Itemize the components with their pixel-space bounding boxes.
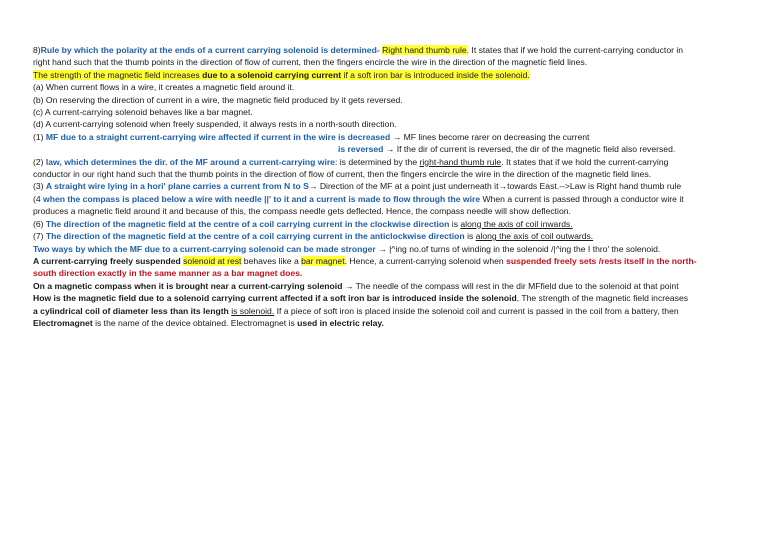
text-segment: On a magnetic compass when it is brought near a current-carrying solenoid: [33, 280, 343, 291]
text-segment: produces a magnetic field around it and because of this, the compass needle gets deflected. Hence, the compass needle will show deflection.: [33, 206, 571, 217]
text-line: [33, 305, 733, 317]
text-segment: The direction of the magnetic field at the centre of a coil carrying current in the anticlockwise direction: [45, 231, 465, 242]
text-segment: conductor in our right hand such that the thumb points in the direction of flow of current, then the fingers encircle the wire in the direction of the magnetic field lines.: [33, 169, 652, 180]
text-segment: , The strength of the magnetic field increases: [516, 293, 689, 304]
text-line: [33, 118, 733, 130]
text-line: [33, 94, 733, 106]
text-line: [33, 180, 733, 192]
text-segment: right hand such that the thumb points in the direction of flow of current, then the fingers encircle the wire in the direction of the magnetic field lines.: [33, 57, 588, 68]
text-segment: suspended freely sets /rests itself in the north-: [506, 255, 697, 266]
text-line: [33, 156, 733, 168]
text-segment: along the axis of coil inwards.: [460, 218, 573, 229]
text-segment: when the compass is placed below a wire with needle ||' to it and a current is made to flow through the wire: [43, 193, 481, 204]
text-segment: Rule by which the polarity at the ends of a current carrying solenoid is determined-: [40, 45, 380, 55]
text-line: [33, 131, 733, 143]
text-segment: is the name of the device obtained. Electromagnet is: [92, 317, 298, 328]
text-segment: a cylindrical coil of diameter less than its length: [33, 305, 229, 316]
text-segment: → Direction of the MF at a point just underneath it→towards East.-->Law is Right hand thumb rule: [308, 181, 682, 192]
text-line: [33, 317, 733, 329]
text-segment: (7): [33, 231, 46, 242]
text-segment: south direction exactly in the same manner as a bar magnet does.: [33, 268, 303, 279]
text-line: [33, 292, 733, 304]
text-segment: The strength of the magnetic field increases: [33, 69, 203, 80]
text-segment: Two ways by which the MF due to a current-carrying solenoid can be made stronger: [33, 243, 376, 254]
text-segment: solenoid at rest: [183, 255, 242, 266]
text-segment: When a current is passed through a conductor wire it: [480, 193, 684, 204]
text-segment: . Hence, a current-carrying solenoid when: [344, 255, 507, 266]
text-segment: (a) When current flows in a wire, it creates a magnetic field around it.: [33, 82, 295, 93]
text-segment: behaves like a: [241, 255, 302, 266]
text-segment: is: [449, 218, 461, 229]
text-line: [33, 168, 733, 180]
text-segment: (b) On reserving the direction of current in a wire, the magnetic field produced by it gets reversed.: [33, 94, 403, 105]
text-line: [33, 280, 733, 292]
text-segment: : is determined by the: [334, 156, 420, 167]
text-line: [33, 81, 733, 93]
text-segment: (4: [33, 193, 44, 204]
text-segment: if a soft iron bar is introduced inside the solenoid.: [341, 69, 530, 80]
text-segment: Right hand thumb rule: [382, 45, 467, 55]
text-line: [33, 243, 733, 255]
text-line: [33, 230, 733, 242]
text-segment: MF due to a straight current-carrying wire affected if current in the wire is decreased: [45, 131, 391, 142]
text-segment: (2): [33, 156, 46, 167]
text-line: [33, 205, 733, 217]
text-segment: (3): [33, 181, 46, 192]
text-line: [33, 143, 733, 155]
text-segment: If a piece of soft iron is placed inside the solenoid coil and current is passed in the coil from a battery, then: [274, 305, 679, 316]
text-line: [33, 56, 733, 68]
text-segment: → The needle of the compass will rest in the dir MFfield due to the solenoid at that point: [342, 280, 679, 291]
text-segment: A straight wire lying in a hori' plane carries a current from N to S: [45, 181, 309, 192]
text-segment: How is the magnetic field due to a solenoid carrying current affected if a soft iron bar is introduced inside the solenoid: [33, 293, 517, 304]
text-segment: along the axis of coil outwards.: [475, 231, 594, 242]
text-segment: (c) A current-carrying solenoid behaves like a bar magnet.: [33, 107, 253, 118]
text-segment: (6): [33, 218, 46, 229]
text-segment: (1): [33, 131, 46, 142]
document-body: [33, 44, 733, 329]
text-line: [33, 255, 733, 267]
text-segment: The direction of the magnetic field at the centre of a coil carrying current in the clockwise direction: [45, 218, 450, 229]
text-segment: . It states that if we hold the current-carrying conductor in: [466, 45, 684, 55]
text-line: [33, 218, 733, 230]
text-segment: A current-carrying freely suspended: [33, 255, 184, 266]
text-segment: used in electric relay.: [297, 317, 384, 328]
text-segment: → MF lines become rarer on decreasing the current: [390, 131, 590, 142]
text-segment: is: [464, 231, 476, 242]
text-line: [33, 69, 733, 81]
text-line: [33, 44, 733, 56]
text-line: [33, 193, 733, 205]
text-segment: → |^ing no.of turns of winding in the solenoid /|^ing the I thro' the solenoid.: [375, 243, 661, 254]
text-segment: → If the dir of current is reversed, the dir of the magnetic field also reversed.: [383, 144, 676, 155]
text-segment: right-hand thumb rule: [419, 156, 502, 167]
text-segment: law, which determines the dir. of the MF around a current-carrying wire: [45, 156, 335, 167]
text-segment: (d) A current-carrying solenoid when freely suspended, it always rests in a north-south direction.: [33, 119, 397, 130]
text-segment: bar magnet: [301, 255, 345, 266]
text-segment: . It states that if we hold the current-carrying: [501, 156, 669, 167]
text-segment: due to a solenoid carrying current: [202, 69, 342, 80]
text-segment: 8): [33, 45, 41, 55]
text-line: [33, 106, 733, 118]
text-segment: Electromagnet: [33, 317, 93, 328]
text-line: [33, 267, 733, 279]
text-segment: is solenoid.: [231, 305, 275, 316]
text-segment: is reversed: [338, 144, 384, 155]
